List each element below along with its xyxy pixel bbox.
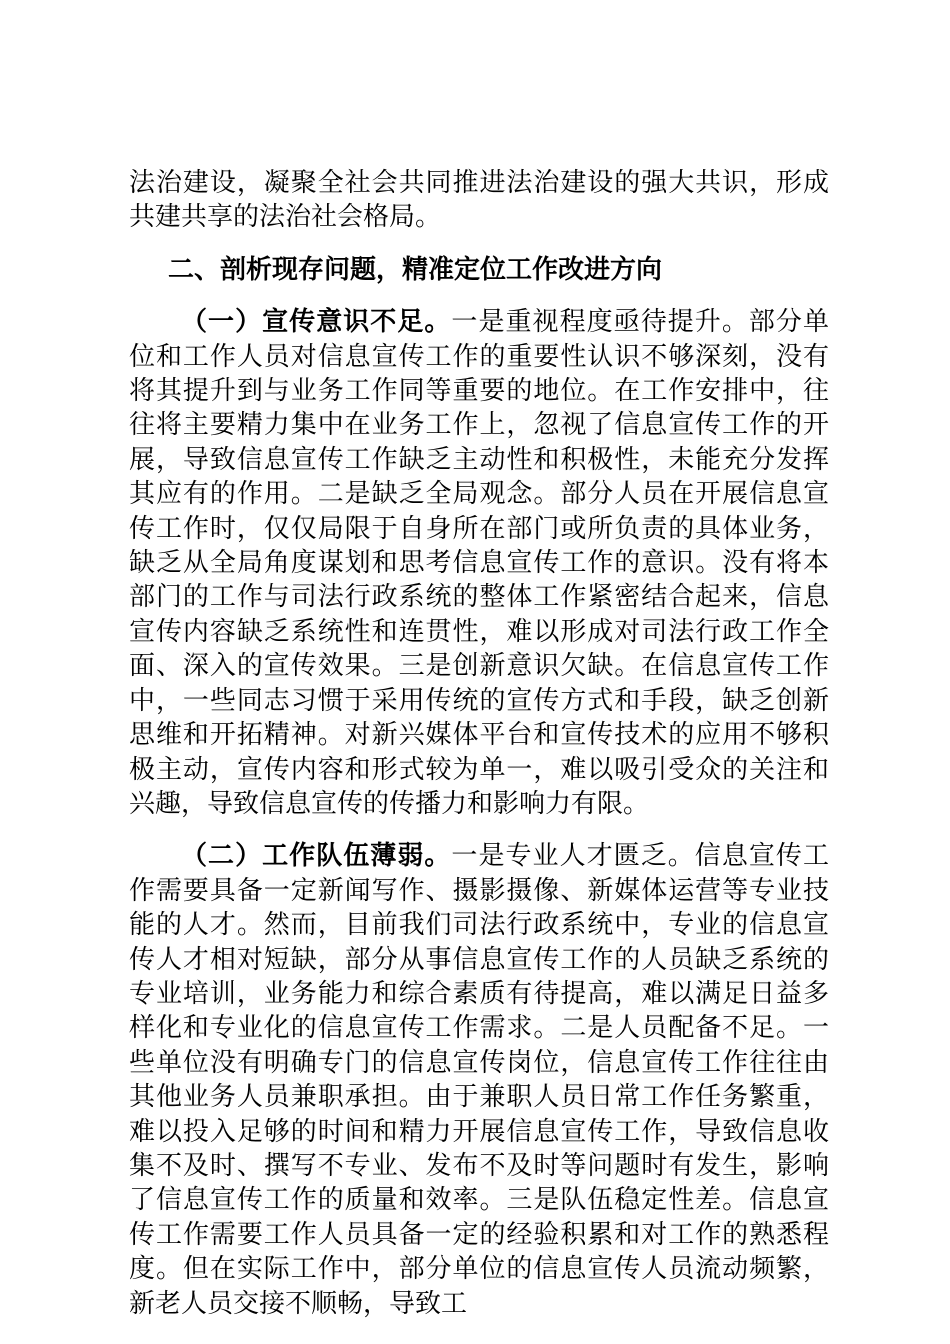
point-2-body: 一是专业人才匮乏。信息宣传工作需要具备一定新闻写作、摄影摄像、新媒体运营等专业技能的人才。然而，目前我们司法行政系统中，专业的信息宣传人才相对短缺，部分从事信息宣传工作的人员缺乏系统的专业培训，业务能力和综合素质有待提高，难以满足日益多样化和专业化的信息宣传工作需求。二是人员配备不足。一些单位没有明确专门的信息宣传岗位，信息宣传工作往往由其他业务人员兼职承担。由于兼职人员日常工作任务繁重，难以投入足够的时间和精力开展信息宣传工作，导致信息收集不及时、撰写不专业、发布不及时等问题时有发生，影响了信息宣传工作的质量和效率。三是队伍稳定性差。信息宣传工作需要工作人员具备一定的经验积累和对工作的熟悉程度。但在实际工作中，部分单位的信息宣传人员流动频繁，新老人员交接不顺畅，导致工 — [129, 841, 829, 1319]
point-1-title: （一）宣传意识不足。 — [181, 307, 452, 338]
intro-paragraph: 法治建设，凝聚全社会共同推进法治建设的强大共识，形成共建共享的法治社会格局。 — [129, 168, 829, 233]
paragraph-point-2 — [129, 839, 829, 1321]
point-2-title: （二）工作队伍薄弱。 — [181, 841, 452, 872]
document-body — [129, 166, 829, 1321]
section-heading: 二、剖析现存问题，精准定位工作改进方向 — [168, 254, 663, 285]
point-1-body: 一是重视程度亟待提升。部分单位和工作人员对信息宣传工作的重要性认识不够深刻，没有将其提升到与业务工作同等重要的地位。在工作安排中，往往将主要精力集中在业务工作上，忽视了信息宣传工作的开展，导致信息宣传工作缺乏主动性和积极性，未能充分发挥其应有的作用。二是缺乏全局观念。部分人员在开展信息宣传工作时，仅仅局限于自身所在部门或所负责的具体业务，缺乏从全局角度谋划和思考信息宣传工作的意识。没有将本部门的工作与司法行政系统的整体工作紧密结合起来，信息宣传内容缺乏系统性和连贯性，难以形成对司法行政工作全面、深入的宣传效果。三是创新意识欠缺。在信息宣传工作中，一些同志习惯于采用传统的宣传方式和手段，缺乏创新思维和开拓精神。对新兴媒体平台和宣传技术的应用不够积极主动，宣传内容和形式较为单一，难以吸引受众的关注和兴趣，导致信息宣传的传播力和影响力有限。 — [129, 307, 829, 819]
paragraph-point-1 — [129, 305, 829, 821]
